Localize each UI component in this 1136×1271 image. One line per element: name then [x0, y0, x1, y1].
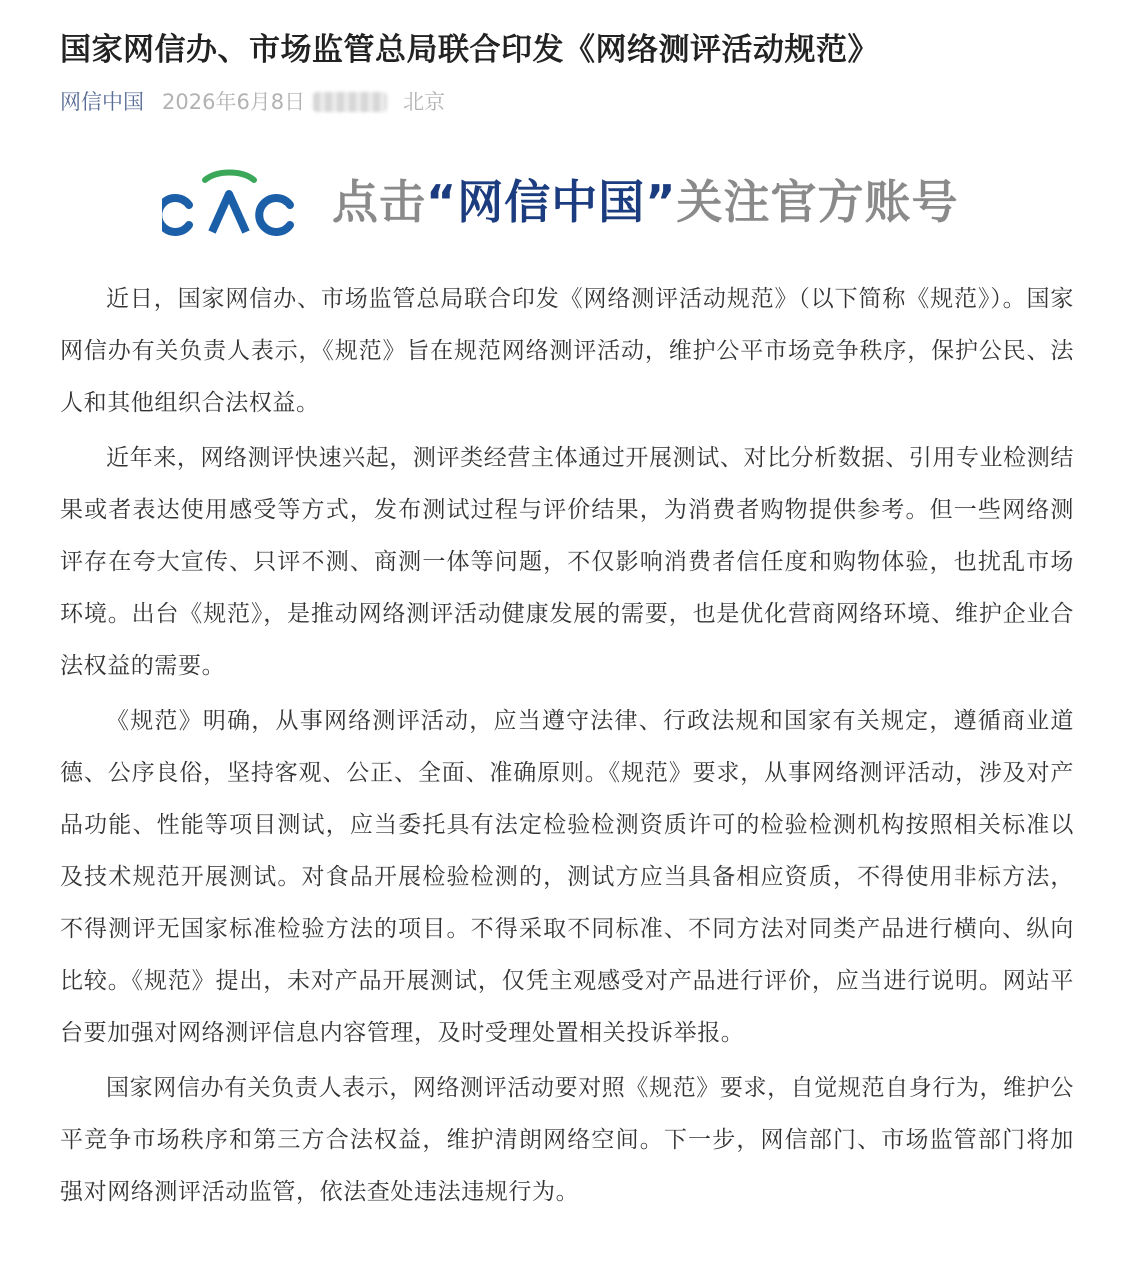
- paragraph: 近日，国家网信办、市场监管总局联合印发《网络测评活动规范》（以下简称《规范》）。国家网信办有关负责人表示，《规范》旨在规范网络测评活动，维护公平市场竞争秩序，保护公民、法人和其他组织合法权益。: [60, 286, 1074, 416]
- article-body: [60, 273, 1074, 1221]
- banner-text: [332, 172, 958, 232]
- paragraph: 国家网信办有关负责人表示，网络测评活动要对照《规范》要求，自觉规范自身行为，维护公平竞争市场秩序和第三方合法权益，维护清朗网络空间。下一步，网信部门、市场监管部门将加强对网络测评活动监管，依法查处违法违规行为。: [60, 1075, 1074, 1205]
- blurred-author: [313, 92, 387, 112]
- publish-location: 北京: [403, 90, 446, 114]
- article-title: 国家网信办、市场监管总局联合印发《网络测评活动规范》: [60, 32, 879, 68]
- banner-text-prefix: 点击: [332, 175, 426, 229]
- publish-date: 2026年6月8日: [162, 90, 306, 114]
- source-account-link[interactable]: 网信中国: [60, 90, 144, 114]
- cac-logo-icon: [162, 168, 298, 240]
- paragraph: 近年来，网络测评快速兴起，测评类经营主体通过开展测试、对比分析数据、引用专业检测结果或者表达使用感受等方式，发布测试过程与评价结果，为消费者购物提供参考。但一些网络测评存在夸大宣传、只评不测、商测一体等问题，不仅影响消费者信任度和购物体验，也扰乱市场环境。出台《规范》，是推动网络测评活动健康发展的需要，也是优化营商网络环境、维护企业合法权益的需要。: [60, 445, 1074, 679]
- banner-account-name: “网信中国”: [426, 175, 677, 229]
- article-meta: [60, 87, 1076, 117]
- paragraph: 《规范》明确，从事网络测评活动，应当遵守法律、行政法规和国家有关规定，遵循商业道德、公序良俗，坚持客观、公正、全面、准确原则。《规范》要求，从事网络测评活动，涉及对产品功能、性能等项目测试，应当委托具有法定检验检测资质许可的检验检测机构按照相关标准以及技术规范开展测试。对食品开展检验检测的，测试方应当具备相应资质，不得使用非标方法，不得测评无国家标准检验方法的项目。不得采取不同标准、不同方法对同类产品进行横向、纵向比较。《规范》提出，未对产品开展测试，仅凭主观感受对产品进行评价，应当进行说明。网站平台要加强对网络测评信息内容管理，及时受理处置相关投诉举报。: [60, 708, 1074, 1046]
- article-header: [60, 0, 1076, 117]
- follow-banner[interactable]: [0, 160, 1136, 244]
- banner-text-suffix: 关注官方账号: [676, 175, 959, 229]
